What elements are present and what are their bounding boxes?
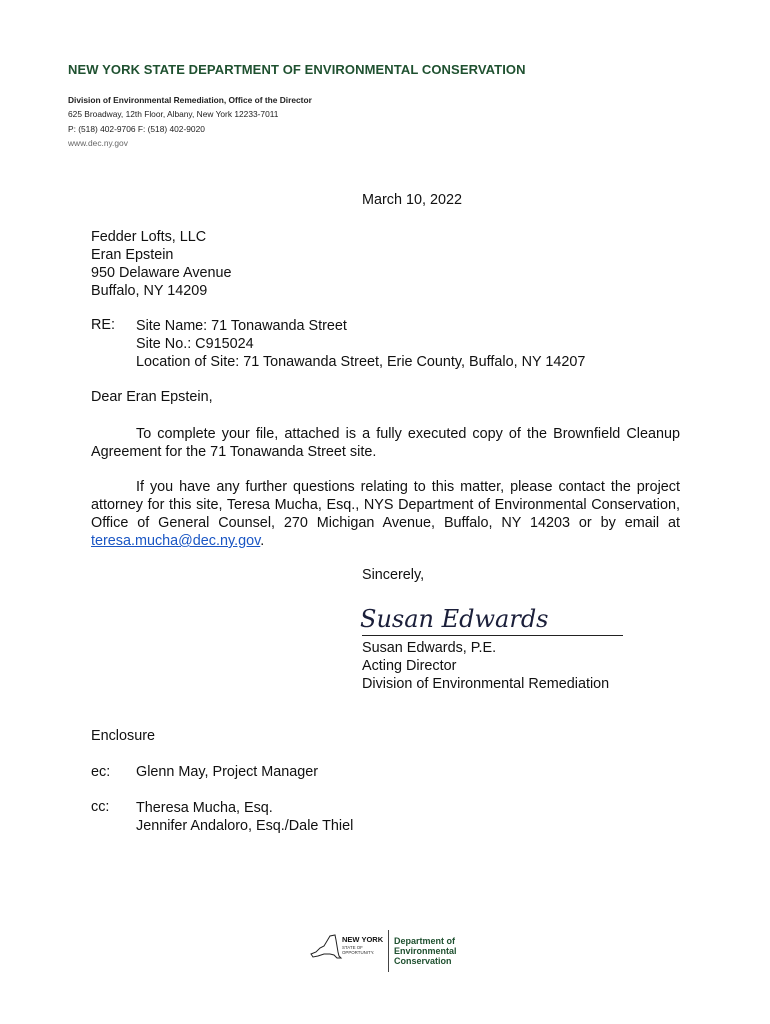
signer-title: Acting Director: [362, 658, 457, 674]
dept-line-3: Conservation: [394, 956, 452, 966]
signature-line: [362, 635, 623, 636]
dept-line-1: Department of: [394, 936, 456, 946]
ny-tag-line-2: OPPORTUNITY.: [342, 950, 375, 955]
paragraph-1-text: To complete your file, attached is a fully executed copy of the Brownfield Cleanup Agreement for the 71 Tonawanda Street site.: [91, 426, 680, 460]
ny-logo-title: NEW YORK: [342, 935, 384, 944]
office-website: www.dec.ny.gov: [68, 138, 128, 148]
cc-recipients: [136, 799, 353, 835]
recipient-name: Eran Epstein: [91, 247, 174, 263]
recipient-city: Buffalo, NY 14209: [91, 283, 208, 299]
dept-line-2: Environmental: [394, 946, 457, 956]
ec-label: ec:: [91, 764, 111, 780]
closing: Sincerely,: [362, 567, 425, 583]
email-link[interactable]: teresa.mucha@dec.ny.gov: [91, 533, 261, 549]
paragraph-2-text: If you have any further questions relating to this matter, please contact the project attorney for this site, Teresa Mucha, Esq., NYS Department of Environmental Conservation, Office of General Counsel, 270 Michigan Avenue, Buffalo, NY 14203 or by email at: [91, 479, 680, 531]
cc-label: cc:: [91, 799, 110, 815]
re-site-location: Location of Site: 71 Tonawanda Street, Erie County, Buffalo, NY 14207: [136, 354, 586, 370]
body-paragraph-1: [91, 425, 680, 461]
ec-recipient: Glenn May, Project Manager: [136, 764, 319, 780]
signer-division: Division of Environmental Remediation: [362, 676, 610, 692]
office-phone-fax: P: (518) 402-9706 F: (518) 402-9020: [68, 124, 205, 134]
ny-tag-line-1: STATE OF: [342, 945, 363, 950]
dec-logo-text: [394, 936, 457, 966]
re-site-name: Site Name: 71 Tonawanda Street: [136, 318, 347, 334]
recipient-company: Fedder Lofts, LLC: [91, 229, 207, 245]
cc-recipient-2: Jennifer Andaloro, Esq./Dale Thiel: [136, 818, 354, 834]
letter-date: March 10, 2022: [362, 192, 462, 208]
salutation: Dear Eran Epstein,: [91, 389, 213, 405]
signer-name: Susan Edwards, P.E.: [362, 640, 497, 656]
body-paragraph-2: [91, 478, 680, 550]
re-block: [136, 317, 585, 371]
signature-text: Susan Edwards: [360, 605, 549, 633]
footer-logo: [308, 930, 468, 974]
signature-image: [358, 600, 549, 636]
agency-name: NEW YORK STATE DEPARTMENT OF ENVIRONMENTAL CONSERVATION: [68, 62, 526, 77]
cc-recipient-1: Theresa Mucha, Esq.: [136, 800, 273, 816]
ny-state-map-icon: [308, 932, 342, 962]
re-site-number: Site No.: C915024: [136, 336, 254, 352]
signer-block: [362, 639, 609, 693]
office-address: 625 Broadway, 12th Floor, Albany, New York 12233-7011: [68, 109, 279, 119]
recipient-street: 950 Delaware Avenue: [91, 265, 232, 281]
re-label: RE:: [91, 317, 115, 333]
paragraph-2-end: .: [260, 533, 265, 549]
logo-divider: [388, 930, 389, 972]
enclosure-note: Enclosure: [91, 728, 155, 744]
division-line: Division of Environmental Remediation, Office of the Director: [68, 95, 312, 105]
ny-logo-tagline: [342, 945, 374, 955]
recipient-address: [91, 228, 232, 300]
